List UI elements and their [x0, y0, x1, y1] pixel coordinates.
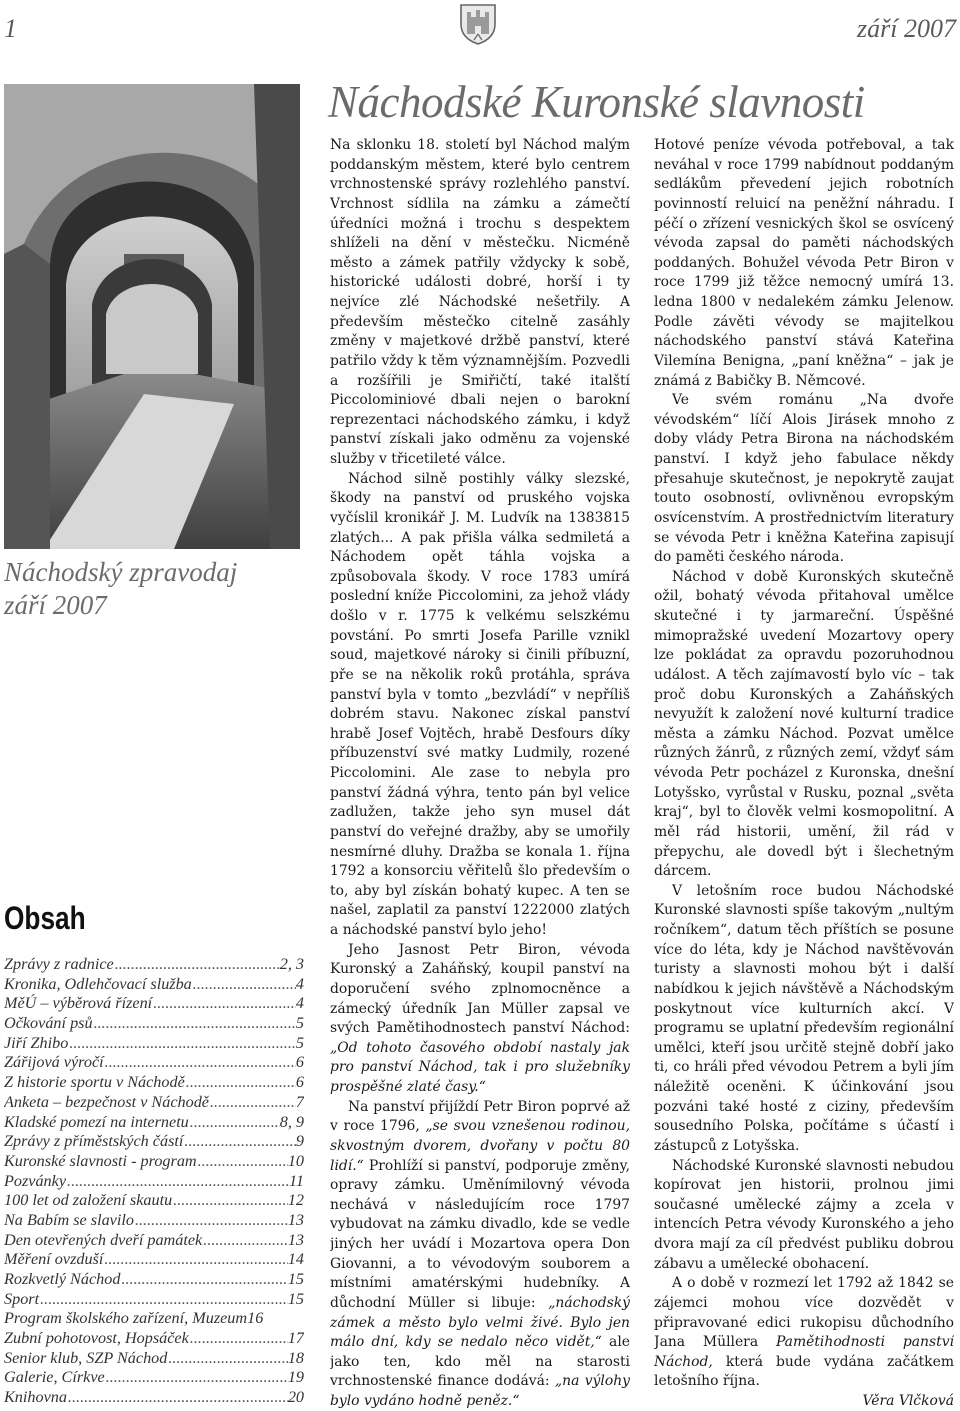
toc-item[interactable] — [4, 1290, 304, 1310]
page-number: 1 — [4, 14, 17, 43]
toc-heading: Obsah — [4, 900, 86, 936]
toc-item-page: 5 — [295, 1033, 304, 1052]
toc-item[interactable] — [4, 1250, 304, 1270]
toc-item-page: 6 — [295, 1053, 304, 1072]
toc-item-title: Den otevřených dveří památek — [4, 1230, 203, 1249]
toc-item-title: Anketa – bezpečnost v Náchodě — [4, 1092, 209, 1111]
article-author: Věra Vlčková — [862, 1393, 954, 1408]
toc-item-title: Pozvánky — [4, 1171, 67, 1190]
toc-item-page: 16 — [247, 1309, 264, 1328]
toc-item-page: 19 — [287, 1368, 304, 1387]
article-paragraph: Jeho Jasnost Petr Biron, vévoda Kuronský a Zaháňský, koupil panství na doporučení svého zplnomocněnce a zámecký úředník Jan Müller zapsal ve svých Pamětihodnostech panství Náchod: „Od tohoto časového období nastaly jak pro panství Náchod, tak i pro služebníky prospěšné zlaté časy.“ — [330, 941, 630, 1095]
article-column-2 — [654, 136, 954, 1408]
toc-item-title: 100 let od založení skautu — [4, 1191, 173, 1210]
toc-item-page: 7 — [295, 1092, 304, 1111]
paper-title — [4, 556, 304, 622]
toc-item-title: Z historie sportu v Náchodě — [4, 1073, 185, 1092]
toc-item-page: 4 — [295, 974, 304, 993]
toc-item-title: Jiří Zhibo — [4, 1033, 69, 1052]
toc-item[interactable] — [4, 1073, 304, 1093]
toc-item[interactable] — [4, 1211, 304, 1231]
toc-item[interactable] — [4, 1172, 304, 1192]
toc-item-page: 15 — [287, 1289, 304, 1308]
article-column-1 — [330, 136, 630, 1408]
toc-item[interactable] — [4, 1270, 304, 1290]
toc-item-page: 20 — [287, 1388, 304, 1407]
toc-item-page: 2, 3 — [279, 955, 304, 973]
issue-date: září 2007 — [857, 14, 956, 43]
toc-item-title: Zprávy z příměstských částí — [4, 1132, 184, 1151]
article-paragraph: Náchodské Kuronské slavnosti nebudou kopírovat jen historii, prolnou jimi současné umělecké zájmy a zcela v intencích Petra vévody Kuronského a jeho dvora mají za cíl předvést publiku dobrou zábavu a umělecké obohacení. — [654, 1157, 954, 1272]
toc-item[interactable] — [4, 1231, 304, 1251]
article-paragraph: Hotové peníze vévoda potřeboval, a tak neváhal v roce 1799 nabídnout poddaným sedlákům převedení jejich robotních povinností reluicí na peněžní náhradu. I péčí o zřízení vesnických škol se osvícený vévoda zapsal do paměti náchodských poddaných. Bohužel vévoda Petr Biron v roce 1799 již těžce nemocný umírá 13. ledna 1800 v nedalekém zámku Jelenow. Podle závěti vévody se majitelkou náchodského panství stává Kateřina Vilemína Benigna, „paní kněžna“ – jak je známá z Babičky B. Němcové. — [654, 137, 954, 389]
toc-item-page: 9 — [295, 1132, 304, 1151]
toc-item-page: 5 — [295, 1014, 304, 1033]
toc-item-title: Sport — [4, 1289, 40, 1308]
article-paragraph: Ve svém románu „Na dvoře vévodském“ líčí Alois Jirásek mnoho z doby vlády Petra Birona na náchodském panství. I když jeho fabulace někdy přesahuje skutečnost, je nepokrytě zaujat touto osobností, ovlivněnou evropským osvícenstvím. A prostřednictvím literatury se vévoda Petr i kněžna Kateřina zapisují do paměti českého národa. — [654, 392, 954, 566]
article-quote: „Od tohoto časového období nastaly jak pro panství Náchod, tak i pro služebníky prospěšné zlaté časy.“ — [330, 1039, 630, 1095]
toc-item[interactable] — [4, 1053, 304, 1073]
article-paragraph: Na sklonku 18. století byl Náchod malým poddanským městem, které bylo centrem vrchnostenské správy rozlehlého panství. Vrchnost sídlila na zámku a zámečtí úředníci možná i trochu s despektem shlíželi na dění v městečku. Nicméně město a zámek patřily vždycky k sobě, historické události dobré, horší i ty nejvíce zlé Náchodské nešetřily. A především městečko citelně zasáhly změny v majetkové držbě panství, které patřilo vždy k těm významnějším. Pozvedli a rozšířili je Smiřičtí, také italští Piccolominiové dbali nejen o barokní reprezentaci náchodského zámku, i když panství získali jako odměnu za vojenské služby v třicetileté válce. — [330, 137, 630, 467]
toc-item-page: 4 — [295, 994, 304, 1013]
toc-item-page: 17 — [287, 1329, 304, 1348]
article-quote: „na výlohy bylo vydáno hodně peněz.“ — [330, 1373, 630, 1408]
toc-item[interactable] — [4, 1191, 304, 1211]
toc-item[interactable] — [4, 1093, 304, 1113]
toc-item-title: Rozkvetlý Náchod — [4, 1270, 121, 1288]
article-paragraph: Na panství přijíždí Petr Biron poprvé až v roce 1796, „se svou vznešenou rodinou, skvostným dvorem, dvořany v počtu 80 lidí.“ Prohlíží si panství, podporuje změny, opravy zámku. Uměnímilovný vévoda nechává v následujícím roce 1797 vybudovat na zámku divadlo, kde se vedle jiných her uvádí i Mozartova opera Don Giovanni, a to vévodovým souborem a místními amatérskými hudebníky. A důchodní Müller si libuje: „náchodský zámek a město bylo velmi živé. Bylo jen málo dní, kdy se nedalo něco vidět,“ ale jako ten, kdo měl na starosti vrchnostenské finance dodává: „na výlohy bylo vydáno hodně peněz.“ — [330, 1098, 630, 1408]
toc-item[interactable] — [4, 955, 304, 975]
toc-item-page: 15 — [287, 1270, 304, 1288]
toc-item-title: Zprávy z radnice — [4, 955, 114, 973]
toc-item[interactable] — [4, 1014, 304, 1034]
toc-item-page: 14 — [287, 1250, 304, 1269]
toc-item[interactable] — [4, 1309, 304, 1329]
toc-item[interactable] — [4, 994, 304, 1014]
toc-item[interactable] — [4, 1368, 304, 1388]
toc-item-page: 18 — [287, 1348, 304, 1367]
book-title: Pamětihodnosti panství Náchod, — [654, 1334, 954, 1370]
toc-item-title: Zubní pohotovost, Hopsáček — [4, 1329, 189, 1348]
toc-item[interactable] — [4, 975, 304, 995]
article-title: Náchodské Kuronské slavnosti — [328, 77, 865, 127]
toc-item-title: Na Babím se slavilo — [4, 1210, 134, 1229]
toc-item-page: 12 — [287, 1191, 304, 1210]
toc-item-title: Kronika, Odlehčovací služba — [4, 974, 192, 993]
toc-item-title: Měření ovzduší — [4, 1250, 104, 1269]
toc-item-title: Očkování psů — [4, 1014, 93, 1033]
toc-item[interactable] — [4, 1132, 304, 1152]
toc-item[interactable] — [4, 1329, 304, 1349]
toc-item[interactable] — [4, 1034, 304, 1054]
article-paragraph: A o době v rozmezí let 1792 až 1842 se zájemci mohou více dozvědět v připravované edici rukopisu důchodního Jana Müllera Pamětihodnosti panství Náchod, která bude vydána začátkem letošního října. — [654, 1275, 954, 1390]
article-paragraph: V letošním roce budou Náchodské Kuronské slavnosti spíše takovým „nultým ročníkem“, datum těch příštích se posune více do léta, kdy je Náchod navštěvován turisty a slavnosti mohou být i další nabídkou k jejich návštěvě a Náchodským poskytnout více kulturních akcí. V programu se uplatní především regionální umělci, kteří jsou určitě stejně dobří jako ti, co hráli před vévodou Petrem a byli jím náležitě oceněni. K účinkování jsou pozváni také hosté z ciziny, především sousedního Polska, počítáme s účastí i zástupců z Lotyšska. — [654, 882, 954, 1154]
toc-item[interactable] — [4, 1152, 304, 1172]
toc-item-title: Kladské pomezí na internetu — [4, 1112, 189, 1131]
courtyard-archway-photo — [4, 84, 300, 549]
toc-item-page: 6 — [295, 1073, 304, 1092]
toc-item-page: 11 — [289, 1171, 304, 1190]
toc-item-title: Kuronské slavnosti - program — [4, 1151, 197, 1170]
toc-item[interactable] — [4, 1349, 304, 1369]
article-quote: „se svou vznešenou rodinou, skvostným dvorem, dvořany v počtu 80 lidí.“ — [330, 1118, 630, 1174]
paper-title-date: září 2007 — [4, 590, 107, 620]
article-paragraph: Náchod silně postihly války slezské, škody na panství od pruského vojska vyčíslil kronikář J. M. Ludvík na 1383815 zlatých... A pak přišla válka sedmiletá a Náchodem opět táhla vojska a způsobovala škody. V roce 1783 umírá poslední kníže Piccolomini, za jehož vlády došlo v r. 1775 k velkému selszkému povstání. Po smrti Josefa Parille vznikl soud, majetkové nároky si činili příbuzní, pře se na několik roků protáhla, správa panství byla v tomto „bezvládí“ v nepříliš dobrém stavu. Nakonec získal panství hrabě Josef Vojtěch, hrabě Desfours díky příbuzenství své matky Ludmily, rozené Piccolomini. Ale zase to nebyla pro panství žádná výhra, tento pán byl velice zadlužen, takže jeho syn musel dát panství do veřejné dražby, aby se umořily nesmírné dluhy. Dražba se konala 1. října 1792 a konsorciu věřitelů šlo především o to, aby byl získán bohatý kupec. A ten se našel, zaplatil za panství 1222000 zlatých a náchodské panství bylo jeho! — [330, 470, 630, 938]
coat-of-arms-icon — [458, 2, 498, 46]
table-of-contents — [4, 955, 304, 1408]
toc-item-title: Zářijová výročí — [4, 1053, 104, 1072]
toc-item-title: MěÚ – výběrová řízení — [4, 994, 153, 1013]
toc-item-title: Program školského zařízení, Muzeum — [4, 1309, 248, 1328]
toc-item-page: 13 — [287, 1230, 304, 1249]
toc-item[interactable] — [4, 1113, 304, 1133]
article-paragraph: Náchod v době Kuronských skutečně ožil, bohatý vévoda přitahoval umělce skutečné i ty jarmareční. Úspěšné mimopražské uvedení Mozartovy opery lze pokládat za opravdu pozoruhodnou událost. A těch zajímavostí bylo víc – tak proč dobu Kuronských a Zaháňských nevyužít k založení nové kulturní tradice města a zámku Náchod. Pozvat umělce různých žánrů, z různých zemí, vždyť sám vévoda Petr pocházel z Kuronska, dnešní Lotyšsko, vyrůstal v Rusku, poznal „světa kraj“, byl to člověk velmi kosmopolitní. A měl rád historii, umění, žil rád v přepychu, ale dovedl být i šlechetným dárcem. — [654, 568, 954, 880]
toc-item-title: Galerie, Církve — [4, 1368, 105, 1387]
paper-title-name: Náchodský zpravodaj — [4, 557, 238, 587]
article-quote: „náchodský zámek a město bylo velmi živé. Bylo jen málo dní, kdy se nedalo něco vidět,“ — [330, 1294, 630, 1351]
toc-item-page: 10 — [287, 1151, 304, 1170]
toc-item-page: 8, 9 — [279, 1112, 304, 1131]
toc-item-title: Senior klub, SZP Náchod — [4, 1348, 168, 1367]
toc-item[interactable]: Knihovna ..... 20 — [4, 1388, 304, 1408]
toc-item-page: 13 — [287, 1210, 304, 1229]
